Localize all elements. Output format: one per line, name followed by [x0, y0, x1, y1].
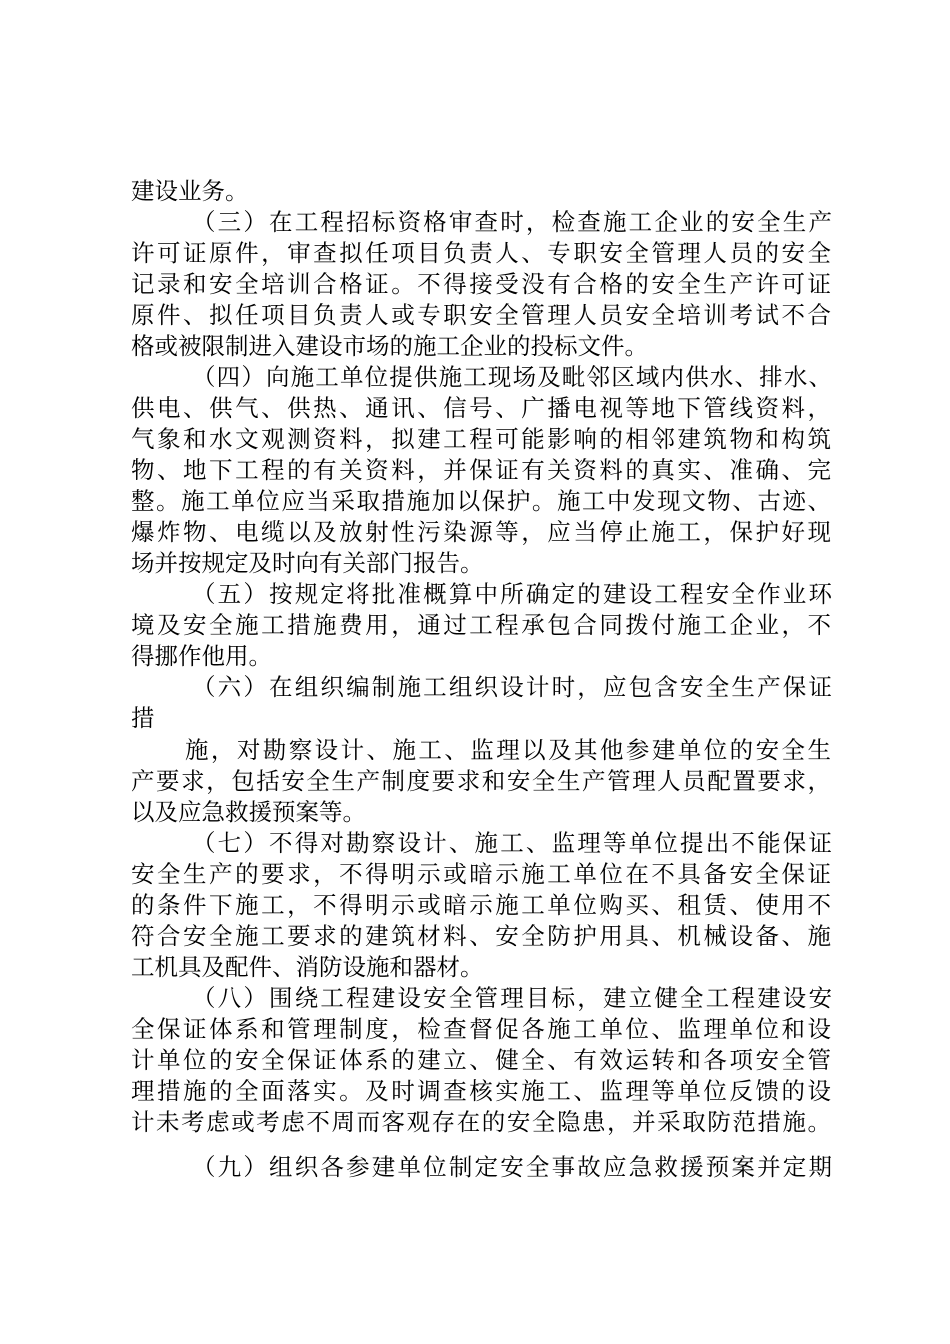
- text-line: 的条件下施工，不得明示或暗示施工单位购买、租赁、使用不: [131, 891, 831, 919]
- text-line: 得挪作他用。: [131, 642, 272, 670]
- text-line: 建设业务。: [131, 177, 249, 205]
- paragraph-5-start: （五）按规定将批准概算中所确定的建设工程安全作业环: [192, 580, 832, 608]
- text-line: 场并按规定及时向有关部门报告。: [131, 549, 484, 577]
- text-line: 产要求，包括安全生产制度要求和安全生产管理人员配置要求，: [131, 767, 831, 795]
- paragraph-3-start: （三）在工程招标资格审查时，检查施工企业的安全生产: [192, 208, 832, 236]
- text-line: 安全生产的要求，不得明示或暗示施工单位在不具备安全保证: [131, 860, 831, 888]
- paragraph-6-start: （六）在组织编制施工组织设计时，应包含安全生产保证: [192, 673, 832, 701]
- text-line: 物、地下工程的有关资料，并保证有关资料的真实、准确、完: [131, 456, 831, 484]
- paragraph-7-start: （七）不得对勘察设计、施工、监理等单位提出不能保证: [192, 829, 832, 857]
- text-line: 以及应急救援预案等。: [131, 798, 366, 826]
- text-line: 计未考虑或考虑不周而客观存在的安全隐患，并采取防范措施。: [131, 1108, 831, 1136]
- paragraph-4-start: （四）向施工单位提供施工现场及毗邻区域内供水、排水、: [192, 363, 832, 391]
- text-line: 整。施工单位应当采取措施加以保护。施工中发现文物、古迹、: [131, 487, 831, 515]
- text-line: 许可证原件，审查拟任项目负责人、专职安全管理人员的安全: [131, 239, 831, 267]
- text-line: 爆炸物、电缆以及放射性污染源等，应当停止施工，保护好现: [131, 518, 831, 546]
- text-line: 计单位的安全保证体系的建立、健全、有效运转和各项安全管: [131, 1046, 831, 1074]
- text-line: 气象和水文观测资料，拟建工程可能影响的相邻建筑物和构筑: [131, 425, 831, 453]
- text-line: 供电、供气、供热、通讯、信号、广播电视等地下管线资料，: [131, 394, 831, 422]
- text-line: 措: [131, 704, 155, 732]
- text-line: 施，对勘察设计、施工、监理以及其他参建单位的安全生: [185, 736, 831, 764]
- text-line: 符合安全施工要求的建筑材料、安全防护用具、机械设备、施: [131, 922, 831, 950]
- text-line: 格或被限制进入建设市场的施工企业的投标文件。: [131, 332, 648, 360]
- text-line: 记录和安全培训合格证。不得接受没有合格的安全生产许可证: [131, 270, 831, 298]
- text-line: 工机具及配件、消防设施和器材。: [131, 953, 484, 981]
- paragraph-9-start: （九）组织各参建单位制定安全事故应急救援预案并定期: [192, 1153, 832, 1181]
- paragraph-8-start: （八）围绕工程建设安全管理目标，建立健全工程建设安: [192, 984, 832, 1012]
- text-line: 原件、拟任项目负责人或专职安全管理人员安全培训考试不合: [131, 301, 831, 329]
- text-line: 全保证体系和管理制度，检查督促各施工单位、监理单位和设: [131, 1015, 831, 1043]
- text-line: 理措施的全面落实。及时调查核实施工、监理等单位反馈的设: [131, 1077, 831, 1105]
- text-line: 境及安全施工措施费用，通过工程承包合同拨付施工企业，不: [131, 611, 831, 639]
